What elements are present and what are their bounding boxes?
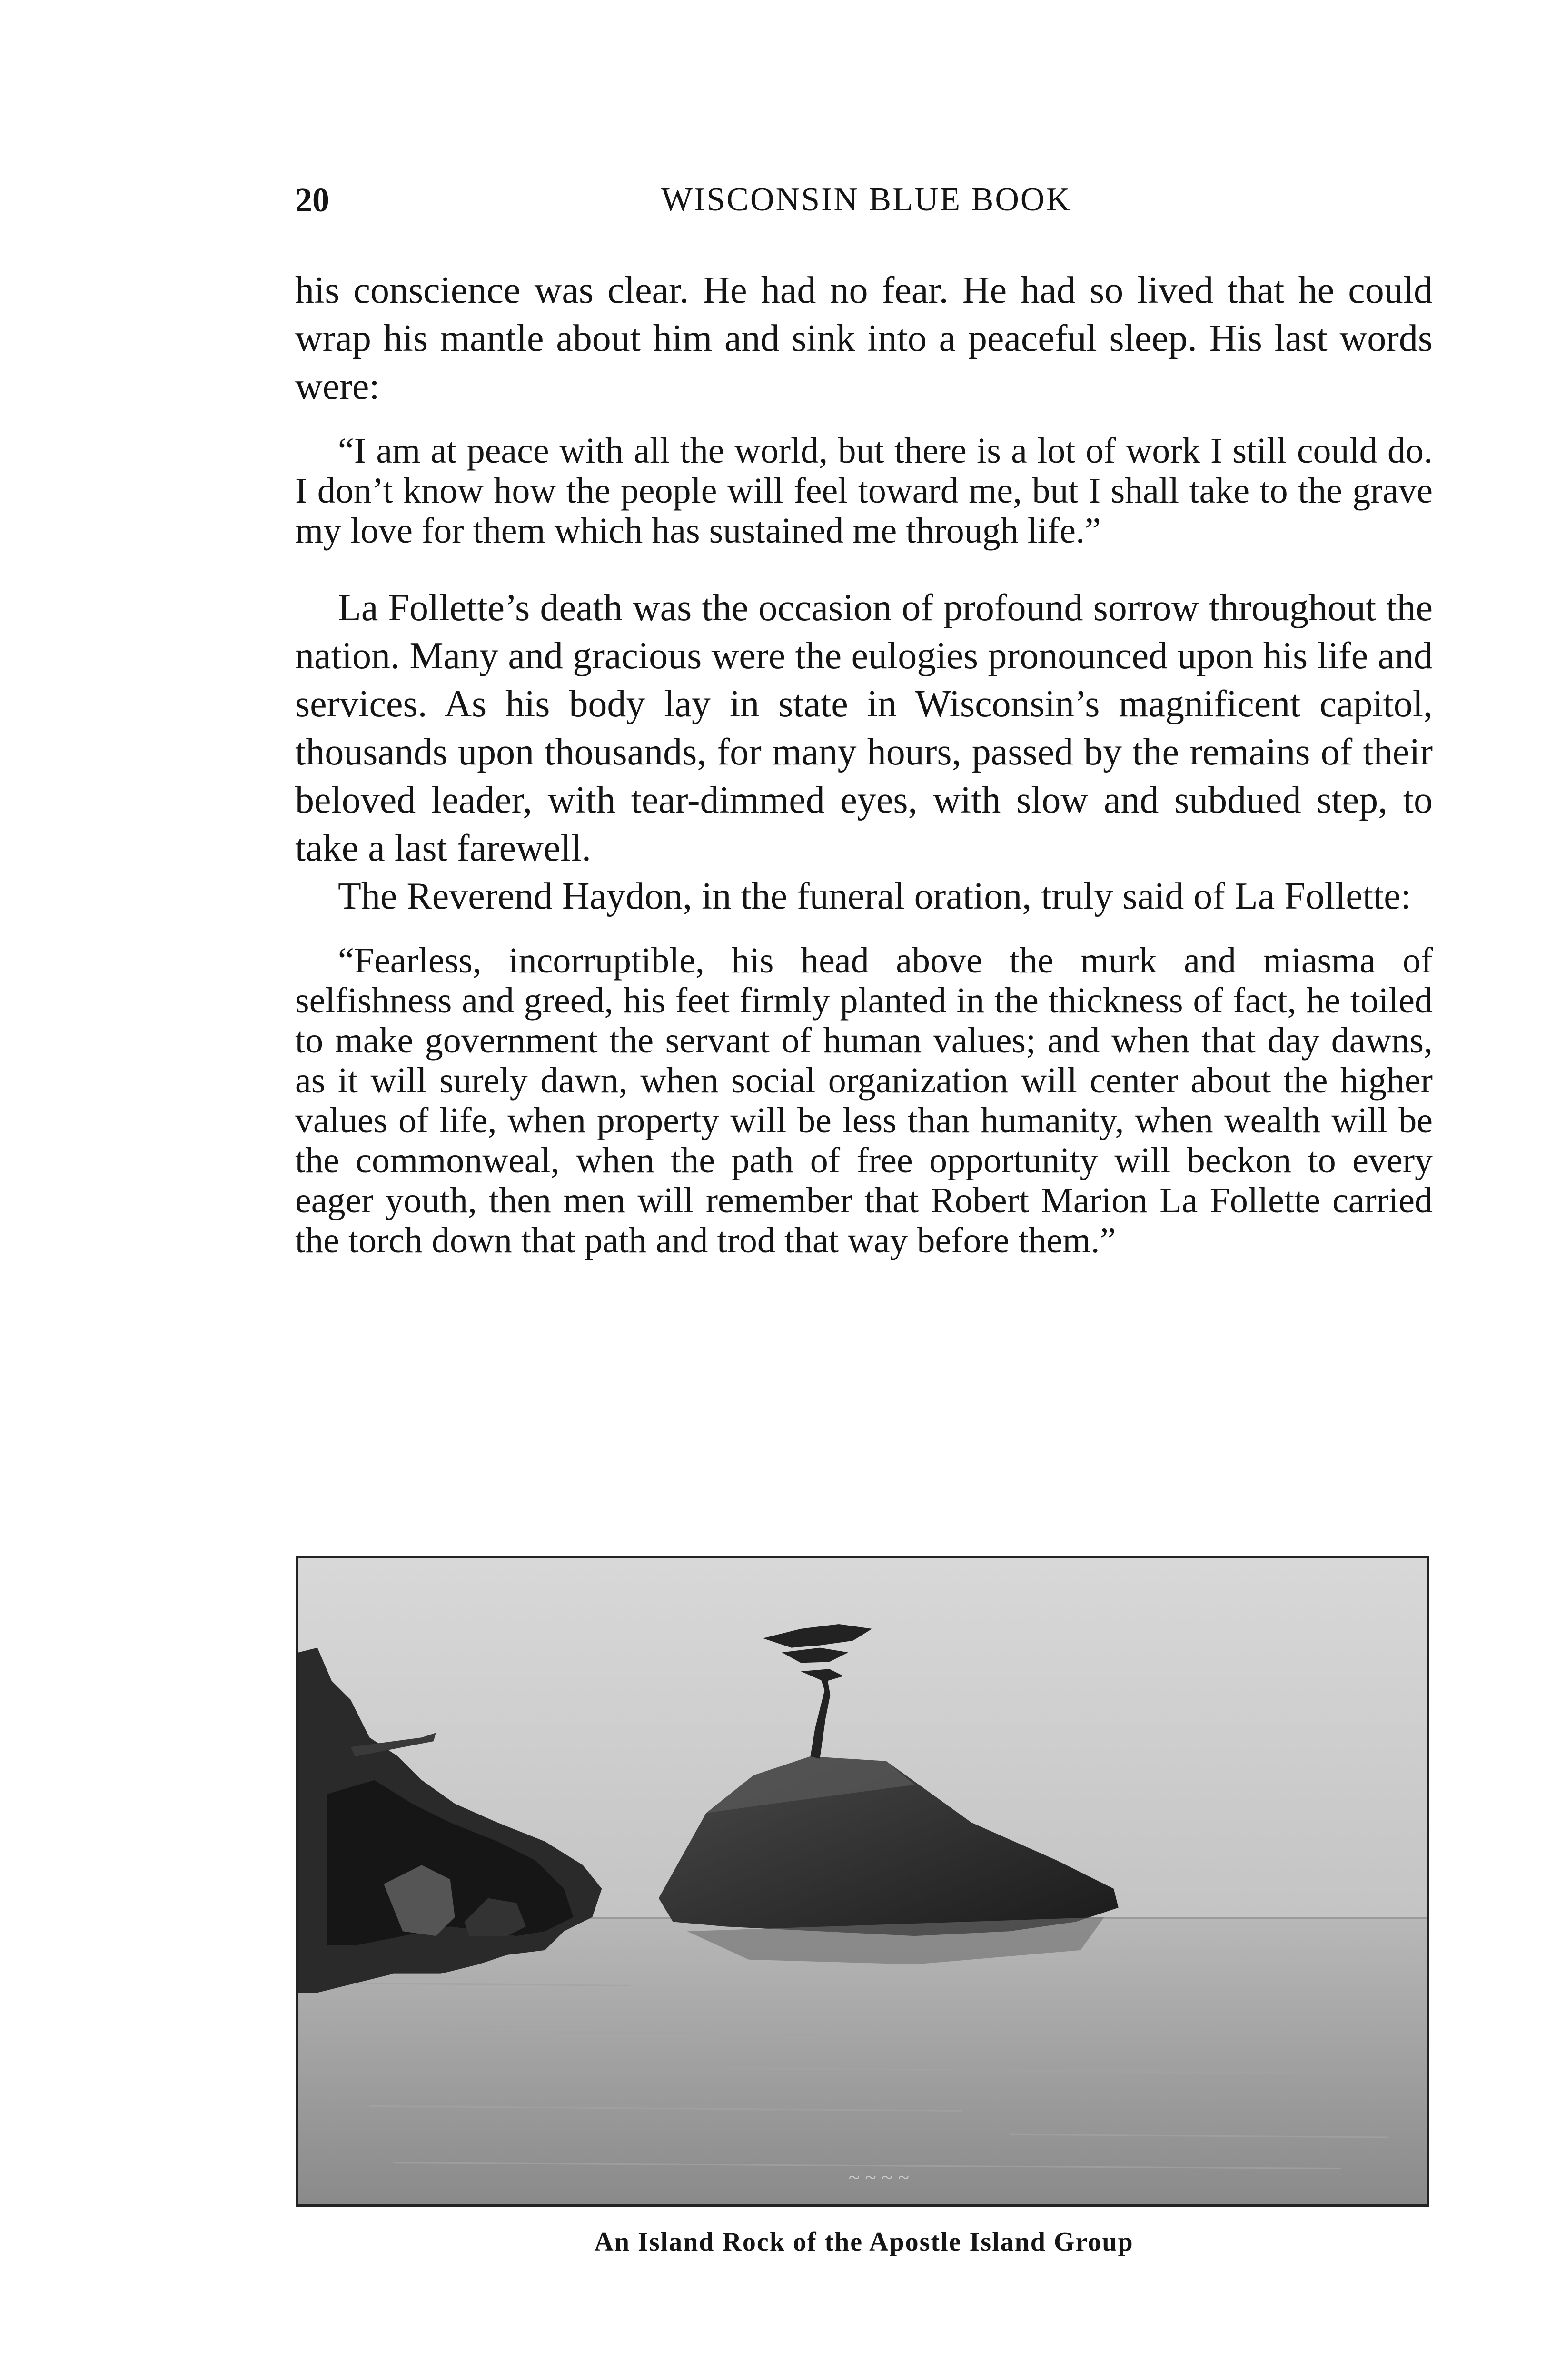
paragraph-death-sorrow: La Follette’s death was the occasion of profound sorrow throughout the nation. Many and gracious were the eulogies pronounced upon his life and services. As his body lay in state in Wisconsin’s magnificent capitol, thousands upon thousands, for many hours, passed by the remains of their beloved leader, with tear-dimmed eyes, with slow and subdued step, to take a last farewell. [295, 587, 1433, 869]
quote-eulogy: “Fearless, incorruptible, his head above the murk and miasma of selfishness and greed, his feet firmly planted in the thickness of fact, he toiled to make government the servant of human values; and when that day dawns, as it will surely dawn, when social organization will center about the higher values of life, when property will be less than humanity, when wealth will be the commonweal, when the path of free opportunity will beckon to every eager youth, then men will remember that Robert Marion La Follette carried the torch down that path and trod that way before them.” [295, 941, 1433, 1260]
photo-illustration [298, 1558, 1427, 2204]
island-rock-photo [296, 1556, 1429, 2207]
figure-caption: An Island Rock of the Apostle Island Group [594, 2227, 1134, 2257]
paragraph-last-words: his conscience was clear. He had no fear. He had so lived that he could wrap his mantle about him and sink into a peaceful sleep. His last words were: [295, 269, 1433, 407]
svg-text:~ ~ ~ ~: ~ ~ ~ ~ [848, 2166, 909, 2189]
paragraph-funeral-oration: The Reverend Haydon, in the funeral oration, truly said of La Follette: [338, 875, 1411, 917]
page-header [295, 176, 1437, 233]
page-number: 20 [295, 181, 329, 219]
running-head: WISCONSIN BLUE BOOK [661, 181, 1071, 218]
quote-last-words: “I am at peace with all the world, but there is a lot of work I still could do. I don’t know how the people will feel toward me, but I shall take to the grave my love for them which has sustained me through life.” [295, 431, 1433, 551]
body-text [295, 267, 1433, 1260]
